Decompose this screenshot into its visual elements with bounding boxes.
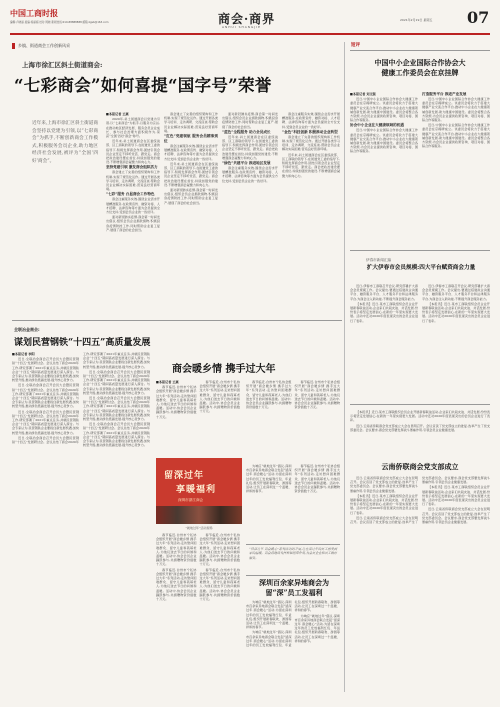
sidebar-section-label: 短评 bbox=[351, 43, 360, 48]
masthead bbox=[10, 8, 490, 32]
body-paragraph: 近日,全联冶金商会召开会员大会暨民营钢铁“十四五”发展研讨会。会议总结了商会2020年工作,研究部署了2021年重点任务,并就民营钢铁企业“十四五”期间高质量发展进行深入探讨。与会专家认为,民营钢铁企业要抓住新发展机遇,加快转型升级,推动绿色低碳发展,提升核心竞争力。 bbox=[83, 396, 150, 422]
body-paragraph: 【本报讯】近日,某市工商联组织会员企业开展新春联谊活动,企业家们共叙友谊、共话发展,纷纷表示将坚定发展信心,在新的一年里实现更大发展。活动中还对2020年度表现突出的会员企业进行了表彰。 bbox=[350, 301, 418, 323]
story-headline: 云南侨联商会党支部成立 bbox=[381, 462, 459, 471]
story-body bbox=[246, 464, 340, 540]
body-paragraph: 【本报讯】近日,某市工商联组织会员企业开展新春联谊活动,企业家们共叙友谊、共话发展,纷纷表示将坚定发展信心,在新的一年里实现更大发展。活动中还对2020年度表现突出的会员企业进行了表彰。 bbox=[422, 301, 490, 323]
body-paragraph: 商会建立了完善的组织架构和工作机制,实现了规范化运作。通过开展各类学习培训、走访调研、交流座谈,帮助会员企业解决实际困难,营造良好营商环境。 bbox=[282, 134, 340, 152]
story-headline: 深圳百余家异地商会为留“深”员工发福利 bbox=[259, 578, 329, 597]
story-body bbox=[246, 380, 340, 462]
story-body bbox=[350, 410, 490, 458]
body-paragraph: 商会建立了完善的组织架构和工作机制,实现了规范化运作。通过开展各类学习培训、走访调研、交流座谈,帮助会员企业解决实际困难,营造良好营商环境。 bbox=[164, 112, 218, 133]
story-body bbox=[12, 352, 150, 692]
body-paragraph: 近日,全联冶金商会召开会员大会暨民营钢铁“十四五”发展研讨会。会议总结了商会2020年工作,研究部署了2021年重点任务,并就民营钢铁企业“十四五”期间高质量发展进行深入探讨。与会专家认为,民营钢铁企业要抓住新发展机遇,加快转型升级,推动绿色低碳发展,提升核心竞争力。 bbox=[12, 352, 150, 445]
body-paragraph: 春节临近,台州市个私协会组织开展“商会暖乡情 携手过大年”系列活动,走访慰问困难群众、留守儿童和孤寡老人,为他们送去节日的问候和温暖。活动中,协会会员企业踊跃参与,共捐赠物资价值数十万元。 bbox=[199, 567, 240, 602]
body-paragraph: 【本报讯】近日,某市工商联组织会员企业开展新春联谊活动,企业家们共叙友谊、共话发展,纷纷表示将坚定发展信心,在新的一年里实现更大发展。活动中还对2020年度表现突出的会员企业进行了表彰。 bbox=[350, 493, 418, 515]
body-paragraph: 商会注重服务实效,围绕企业需求开展精准服务,在政策宣传、融资对接、人才招聘、法律咨询等方面为会员提供全方位支持,受到会员企业的一致好评。 bbox=[106, 197, 160, 215]
body-paragraph: 近日,中国中小企业国际合作协会大健康工作委员会在京揭牌成立。该委员会将致力于搭建大健康产业交流合作平台,推动中小企业在大健康领域创新发展,助力健康中国建设。委员会将整合各方资源,为会员企业提供政策咨询、项目对接、国际合作等服务。 bbox=[350, 97, 418, 123]
body-paragraph: 近日,全联冶金商会召开会员大会暨民营钢铁“十四五”发展研讨会。会议总结了商会2020年工作,研究部署了2021年重点任务,并就民营钢铁企业“十四五”期间高质量发展进行深入探讨。与会专家认为,民营钢铁企业要抓住新发展机遇,加快转型升级,推动绿色低碳发展,提升核心竞争力。 bbox=[83, 422, 150, 448]
blurb-paragraph: 2020年,斜土街道商会以党建为引领,以“七彩商会”为抓手,以服务为宗旨,在推动地区经济发展、服务会员企业成长、参与社会治理方面积极作为,荣获“全国‘四好’商会”称号。 bbox=[106, 117, 160, 139]
body-paragraph: 【本报讯】近日,某市工商联组织会员企业开展新春联谊活动,企业家们共叙友谊、共话发展,纷纷表示将坚定发展信心,在新的一年里实现更大发展。活动中还对2020年度表现突出的会员企业进行了表彰。 bbox=[422, 485, 490, 507]
body-paragraph: 【本报讯】近日,某市工商联组织会员企业开展新春联谊活动,企业家们共叙友谊、共话发展,纷纷表示将坚定发展信心,在新的一年里实现更大发展。活动中还对2020年度表现突出的会员企业进行了表彰。 bbox=[350, 410, 490, 423]
section-title: 商会·商界 bbox=[218, 12, 276, 26]
body-paragraph: 面对新冠肺炎疫情,商会第一时间发出倡议,组织会员企业捐款捐物,积极投身疫情防控工作,同时帮助企业复工复产,展现了商会的社会担当。 bbox=[222, 112, 278, 129]
body-paragraph: 春节临近,台州市个私协会组织开展“商会暖乡情 携手过大年”系列活动,走访慰问困难群众、留守儿童和孤寡老人,为他们送去节日的问候和温暖。活动中,协会会员企业踊跃参与,共捐赠物资价值数十万元。 bbox=[156, 533, 197, 567]
quote-text: “留深过年 商会暖心”系列活动的开展,让在深过年的员工感受到家的温暖。商会将继续发挥桥梁纽带作用,为会员企业和员工做好服务。 bbox=[249, 547, 337, 560]
body-paragraph: 面对新冠肺炎疫情,商会第一时间发出倡议,组织会员企业捐款捐物,积极投身疫情防控工作,同时帮助企业复工复产,展现了商会的社会担当。 bbox=[106, 215, 160, 232]
body-paragraph: 近日,中国中小企业国际合作协会大健康工作委员会在京揭牌成立。该委员会将致力于搭建大健康产业交流合作平台,推动中小企业在大健康领域创新发展,助力健康中国建设。委员会将整合各方资源,为会员企业提供政策咨询、项目对接、国际合作等服务。 bbox=[422, 123, 490, 149]
byline: ■本报记者 王燕 bbox=[106, 112, 129, 116]
body-paragraph: 春节临近,台州市个私协会组织开展“商会暖乡情 携手过大年”系列活动,走访慰问困难群众、留守儿童和孤寡老人,为他们送去节日的问候和温暖。活动中,协会会员企业踊跃参与,共捐赠物资价值数十万元。 bbox=[294, 464, 340, 494]
body-paragraph: 春节临近,台州市个私协会组织开展“商会暖乡情 携手过大年”系列活动,走访慰问困难群众、留守儿童和孤寡老人,为他们送去节日的问候和温暖。活动中,协会会员企业踊跃参与,共捐赠物资价值数十万元。 bbox=[156, 385, 197, 419]
story-body bbox=[350, 284, 490, 400]
body-paragraph: 近日,全联冶金商会召开会员大会暨民营钢铁“十四五”发展研讨会。会议总结了商会2020年工作,研究部署了2021年重点任务,并就民营钢铁企业“十四五”期间高质量发展进行深入探讨。与会专家认为,民营钢铁企业要抓住新发展机遇,加快转型升级,推动绿色低碳发展,提升核心竞争力。 bbox=[83, 369, 150, 395]
column-divider bbox=[344, 42, 345, 692]
body-paragraph: 近日,全联冶金商会召开会员大会暨民营钢铁“十四五”发展研讨会。会议总结了商会2020年工作,研究部署了2021年重点任务,并就民营钢铁企业“十四五”期间高质量发展进行深入探讨。与会专家认为,民营钢铁企业要抓住新发展机遇,加快转型升级,推动绿色低碳发展,提升核心竞争力。 bbox=[12, 383, 79, 409]
body-paragraph: 近年来,斜土街道商会在区委统战部、区工商联的领导下,在街道党工委的指导下,积极发挥商会作用,团结引领会员企业坚定不移听党话、跟党走。商会把政治建设摆在首位,持续加强党的建设,不断增强商会凝聚力和向心力。 bbox=[282, 152, 340, 178]
subhead: 协会中小企业在大健康领域的机遇 bbox=[350, 123, 404, 128]
subhead: 坚持党建引领 激发商会组织活力 bbox=[106, 165, 158, 170]
body-paragraph: 为响应“就地过年”倡议,深圳市百余家异地商会联合发起“留深过年 商会暖心”活动,为留在深圳过年的员工发放福利红包、年货礼包,组织开展新春联欢、游园等活动,让员工在深圳过一个温暖、祥和的春节。 bbox=[246, 464, 292, 494]
section-subtitle: ANHUI SHANGJIE bbox=[222, 25, 262, 29]
body-paragraph: 商会注重服务实效,围绕企业需求开展精准服务,在政策宣传、融资对接、人才招聘、法律咨询等方面为会员提供全方位支持,受到会员企业的一致好评。 bbox=[222, 166, 278, 183]
subhead: 打造服务平台 推进产业发展 bbox=[422, 92, 467, 96]
body-paragraph: 近日,中国中小企业国际合作协会大健康工作委员会在京揭牌成立。该委员会将致力于搭建大健康产业交流合作平台,推动中小企业在大健康领域创新发展,助力健康中国建设。委员会将整合各方资源,为会员企业提供政策咨询、项目对接、国际合作等服务。 bbox=[422, 97, 490, 123]
issue-date: 2021年2月19日 星期五 bbox=[400, 18, 433, 22]
body-paragraph: 商会建立了完善的组织架构和工作机制,实现了规范化运作。通过开展各类学习培训、走访调研、交流座谈,帮助会员企业解决实际困难,营造良好营商环境。 bbox=[106, 170, 160, 192]
body-paragraph: 近日,伊春市工商联召开会议,研究部署扩大商会会员规模工作。会议提出,要通过搭建政企沟通平台、融资服务平台、人才服务平台和法律服务平台,为商会注入新动能,不断提升商会服务能力。 bbox=[350, 284, 418, 301]
quote-box bbox=[246, 544, 340, 576]
subhead: “金色”科技创新 积极推动企业转型 bbox=[282, 129, 338, 134]
byline: ■本报记者 刘文强 bbox=[350, 92, 376, 96]
story-body bbox=[156, 533, 240, 691]
masthead-rule bbox=[10, 33, 490, 35]
story-body bbox=[350, 476, 490, 690]
sidebar-headline: 中国中小企业国际合作协会大健康工作委员会在京挂牌 bbox=[374, 58, 466, 77]
body-paragraph: 为响应“就地过年”倡议,深圳市百余家异地商会联合发起“留深过年 商会暖心”活动,为留在深圳过年的员工发放福利红包、年货礼包,组织开展新春联欢、游园等活动,让员工在深圳过一个温暖、祥和的春节。 bbox=[246, 600, 292, 630]
body-paragraph: 面对新冠肺炎疫情,商会第一时间发出倡议,组织会员企业捐款捐物,积极投身疫情防控工作,同时帮助企业复工复产,展现了商会的社会担当。 bbox=[164, 188, 218, 205]
photo-banner-bottom: 享暖福利 bbox=[176, 485, 217, 495]
section-kicker bbox=[12, 42, 112, 50]
subhead: “七彩”服务 凸显商会工作特色 bbox=[106, 192, 155, 197]
paper-logo: 中国工商时报 bbox=[10, 8, 58, 18]
main-column-2 bbox=[164, 112, 218, 316]
subhead: “蓝色”全程服务 助力会员成长 bbox=[222, 129, 271, 134]
subhead: “绿色”共建平台 推进地区发展 bbox=[222, 161, 271, 166]
sidebar-body bbox=[350, 92, 490, 248]
masthead-meta: 编辑:卢晓丽 美编:杨丽娟 校对:周晓 新闻热线:010-88888888 邮箱:zgsb@163.com bbox=[10, 21, 109, 24]
body-paragraph: 近日,中国中小企业国际合作协会大健康工作委员会在京揭牌成立。该委员会将致力于搭建大健康产业交流合作平台,推动中小企业在大健康领域创新发展,助力健康中国建设。委员会将整合各方资源,为会员企业提供政策咨询、项目对接、国际合作等服务。 bbox=[350, 128, 418, 154]
body-paragraph: 近日,云南省侨联商会党支部成立大会在昆明召开。会议宣读了党支部成立的批复,选举产生了党支部委员会。会议要求,商会党支部要发挥战斗堡垒作用,引领会员企业健康发展。 bbox=[422, 507, 490, 525]
photo-sub: 深圳市浙江商会 bbox=[178, 498, 204, 502]
main-column-1 bbox=[106, 112, 160, 316]
photo-banner-top: 留深过年 bbox=[164, 471, 205, 481]
story-rule bbox=[350, 250, 490, 251]
story-body bbox=[156, 380, 240, 452]
story-kicker: 全联冶金商会: bbox=[14, 327, 40, 332]
body-paragraph: 商会注重服务实效,围绕企业需求开展精准服务,在政策宣传、融资对接、人才招聘、法律咨询等方面为会员提供全方位支持,受到会员企业的一致好评。 bbox=[282, 112, 340, 129]
pull-quote-text: 近年来,上海市徐汇区斜土街道商会坚持以党建为引领,以“七彩商会”为抓手,不断创新商会工作模式,积极服务会员企业,助力地区经济社会发展,被评为“全国‘四好’商会”。 bbox=[32, 121, 98, 164]
pull-quote bbox=[32, 120, 98, 220]
body-paragraph: 近日,云南省侨联商会党支部成立大会在昆明召开。会议宣读了党支部成立的批复,选举产生了党支部委员会。会议要求,商会党支部要发挥战斗堡垒作用,引领会员企业健康发展。 bbox=[350, 423, 490, 432]
body-paragraph: 近年来,斜土街道商会在区委统战部、区工商联的领导下,在街道党工委的指导下,积极发挥商会作用,团结引领会员企业坚定不移听党话、跟党走。商会把政治建设摆在首位,持续加强党的建设,不断增强商会凝聚力和向心力。 bbox=[164, 161, 218, 187]
body-paragraph: 近日,云南省侨联商会党支部成立大会在昆明召开。会议宣读了党支部成立的批复,选举产生了党支部委员会。会议要求,商会党支部要发挥战斗堡垒作用,引领会员企业健康发展。 bbox=[350, 476, 490, 525]
body-paragraph: 春节临近,台州市个私协会组织开展“商会暖乡情 携手过大年”系列活动,走访慰问困难群众、留守儿童和孤寡老人,为他们送去节日的问候和温暖。活动中,协会会员企业踊跃参与,共捐赠物资价值数十万元。 bbox=[294, 380, 340, 410]
main-column-4 bbox=[282, 112, 340, 316]
news-photo bbox=[156, 458, 242, 524]
body-paragraph: 为响应“就地过年”倡议,深圳市百余家异地商会联合发起“留深过年 商会暖心”活动,为留在深圳过年的员工发放福利红包、年货礼包,组织开展新春联欢、游园等活动,让员工在深圳过一个温暖、祥和的春节。 bbox=[294, 613, 340, 643]
main-column-3 bbox=[222, 112, 278, 316]
story-body bbox=[246, 600, 340, 691]
body-paragraph: 商会注重服务实效,围绕企业需求开展精准服务,在政策宣传、融资对接、人才招聘、法律咨询等方面为会员提供全方位支持,受到会员企业的一致好评。 bbox=[164, 144, 218, 161]
story-headline: 商会暖乡情 携手过大年 bbox=[172, 364, 276, 375]
story-headline: 谋划民营钢铁“十四五”高质量发展 bbox=[14, 338, 151, 348]
body-paragraph: 春节临近,台州市个私协会组织开展“商会暖乡情 携手过大年”系列活动,走访慰问困难群众、留守儿童和孤寡老人,为他们送去节日的问候和温暖。活动中,协会会员企业踊跃参与,共捐赠物资价值数十万元。 bbox=[199, 380, 240, 414]
main-headline: “七彩商会”如何喜提“国字号”荣誉 bbox=[14, 76, 272, 95]
byline: ■本报记者 王燕 bbox=[156, 380, 179, 384]
body-paragraph: 近年来,斜土街道商会在区委统战部、区工商联的领导下,在街道党工委的指导下,积极发挥商会作用,团结引领会员企业坚定不移听党话、跟党走。商会把政治建设摆在首位,持续加强党的建设,不断增强商会凝聚力和向心力。 bbox=[222, 134, 278, 160]
story-headline: 扩大伊春市会员规模:四大平台赋资商会力量 bbox=[366, 265, 476, 271]
body-paragraph: 近日,云南省侨联商会党支部成立大会在昆明召开。会议宣读了党支部成立的批复,选举产生了党支部委员会。会议要求,商会党支部要发挥战斗堡垒作用,引领会员企业健康发展。 bbox=[350, 476, 418, 493]
body-paragraph: 近日,全联冶金商会召开会员大会暨民营钢铁“十四五”发展研讨会。会议总结了商会2020年工作,研究部署了2021年重点任务,并就民营钢铁企业“十四五”期间高质量发展进行深入探讨。与会专家认为,民营钢铁企业要抓住新发展机遇,加快转型升级,推动绿色低碳发展,提升核心竞争力。 bbox=[12, 409, 79, 435]
body-paragraph: 近年来,斜土街道商会在区委统战部、区工商联的领导下,在街道党工委的指导下,积极发挥商会作用,团结引领会员企业坚定不移听党话、跟党走。商会把政治建设摆在首位,持续加强党的建设,不断增强商会凝聚力和向心力。 bbox=[106, 139, 160, 165]
story-kicker: 伊春市新闻汇编 bbox=[366, 258, 392, 262]
body-paragraph: 春节临近,台州市个私协会组织开展“商会暖乡情 携手过大年”系列活动,走访慰问困难群众、留守儿童和孤寡老人,为他们送去节日的问候和温暖。活动中,协会会员企业踊跃参与,共捐赠物资价值数十万元。 bbox=[156, 567, 197, 602]
body-paragraph: 春节临近,台州市个私协会组织开展“商会暖乡情 携手过大年”系列活动,走访慰问困难群众、留守儿童和孤寡老人,为他们送去节日的问候和温暖。活动中,协会会员企业踊跃参与,共捐赠物资价值数十万元。 bbox=[246, 380, 292, 410]
kicker-marker bbox=[12, 43, 15, 49]
story-rule bbox=[350, 404, 490, 405]
body-paragraph: 为响应“就地过年”倡议,深圳市百余家异地商会联合发起“留深过年 商会暖心”活动,为留在深圳过年的员工发放福利红包、年货礼包,组织开展新春联欢、游园等活动,让员工在深圳过一个温暖、祥和的春节。 bbox=[246, 600, 340, 648]
body-paragraph: 近日,伊春市工商联召开会议,研究部署扩大商会会员规模工作。会议提出,要通过搭建政企沟通平台、融资服务平台、人才服务平台和法律服务平台,为商会注入新动能,不断提升商会服务能力。 bbox=[422, 284, 490, 301]
body-paragraph: 近日,全联冶金商会召开会员大会暨民营钢铁“十四五”发展研讨会。会议总结了商会2020年工作,研究部署了2021年重点任务,并就民营钢铁企业“十四五”期间高质量发展进行深入探讨。与会专家认为,民营钢铁企业要抓住新发展机遇,加快转型升级,推动绿色低碳发展,提升核心竞争力。 bbox=[12, 357, 79, 383]
main-subtitle: 上海市徐汇区斜土街道商会: bbox=[22, 61, 103, 69]
page-number: 07 bbox=[467, 8, 490, 27]
body-paragraph: 春节临近,台州市个私协会组织开展“商会暖乡情 携手过大年”系列活动,走访慰问困难群众、留守儿童和孤寡老人,为他们送去节日的问候和温暖。活动中,协会会员企业踊跃参与,共捐赠物资价值数十万元。 bbox=[199, 533, 240, 567]
photo-caption: “就地过年”活动现场 bbox=[185, 526, 213, 530]
photo-people bbox=[156, 506, 242, 524]
story-rule bbox=[12, 320, 342, 321]
sidebar-rule bbox=[350, 50, 490, 51]
byline: ■本报记者 李阳 bbox=[12, 352, 35, 356]
kicker-text: 乡镇、街道商会工作创新风采 bbox=[18, 43, 70, 48]
subhead: “红色”党建领航 服务会员精准到位 bbox=[164, 134, 218, 144]
